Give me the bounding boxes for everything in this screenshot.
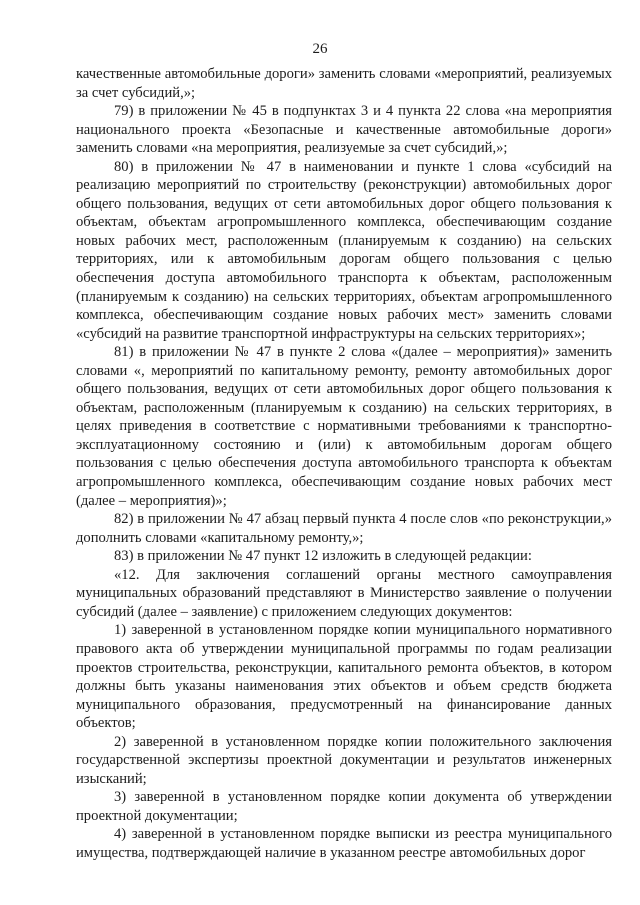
paragraph-item-81: 81) в приложении № 47 в пункте 2 слова «(далее – мероприятия)» заменить словами «, мероприятий по капитальному ремонту, ремонту автомобильных дорог общего пользования, ведущих от сети автомобильных дорог общего пользования к объектам, расположенным (планируемым к созданию) на сельских территориях, в целях приведения в соответствие с нормативными требованиями к транспортно-эксплуатационному состоянию и (или) к автомобильным дорогам общего пользования с целью обеспечения доступа автомобильного транспорта к объектам агропромышленного комплекса, обеспечивающим создание новых рабочих мест (далее – мероприятия)»; [76,344,612,509]
paragraph-clause-12: «12. Для заключения соглашений органы местного самоуправления муниципальных образований представляют в Министерство заявление о получении субсидий (далее – заявление) с приложением следующих документов: [76,566,612,620]
document-body [76,65,612,863]
paragraph-continuation: качественные автомобильные дороги» заменить словами «мероприятий, реализуемых за счет субсидий,»; [76,66,612,101]
paragraph-doc-4: 4) заверенной в установленном порядке выписки из реестра муниципального имущества, подтверждающей наличие в указанном реестре автомобильных дорог [76,826,612,861]
paragraph-doc-3: 3) заверенной в установленном порядке копии документа об утверждении проектной документации; [76,789,612,824]
paragraph-item-82: 82) в приложении № 47 абзац первый пункта 4 после слов «по реконструкции,» дополнить словами «капитальному ремонту,»; [76,511,612,546]
paragraph-doc-1: 1) заверенной в установленном порядке копии муниципального нормативного правового акта об утверждении муниципальной программы по годам реализации проектов строительства, реконструкции, капитального ремонта объектов, в котором должны быть указаны наименования этих объектов и объем средств бюджета муниципального образования, предусмотренный на финансирование данных объектов; [76,622,612,732]
paragraph-item-83: 83) в приложении № 47 пункт 12 изложить в следующей редакции: [114,548,532,565]
paragraph-doc-2: 2) заверенной в установленном порядке копии положительного заключения государственной экспертизы проектной документации и результатов инженерных изысканий; [76,733,612,787]
paragraph-item-79: 79) в приложении № 45 в подпунктах 3 и 4 пункта 22 слова «на мероприятия национального проекта «Безопасные и качественные автомобильные дороги» заменить словами «на мероприятия, реализуемые за счет субсидий,»; [76,103,612,157]
paragraph-item-80: 80) в приложении № 47 в наименовании и пункте 1 слова «субсидий на реализацию мероприятий по строительству (реконструкции) автомобильных дорог общего пользования, ведущих от сети автомобильных дорог общего пользования к объектам, объектам агропромышленного комплекса, обеспечивающим создание новых рабочих мест, расположенным (планируемым к созданию) на сельских территориях, или к автомобильным дорогам общего пользования с целью обеспечения доступа автомобильного транспорта к объектам, расположенным (планируемым к созданию) на сельских территориях, объектам агропромышленного комплекса, обеспечивающим создание новых рабочих мест» заменить словами «субсидий на развитие транспортной инфраструктуры на сельских территориях»; [76,158,612,342]
page-number: 26 [312,41,328,57]
